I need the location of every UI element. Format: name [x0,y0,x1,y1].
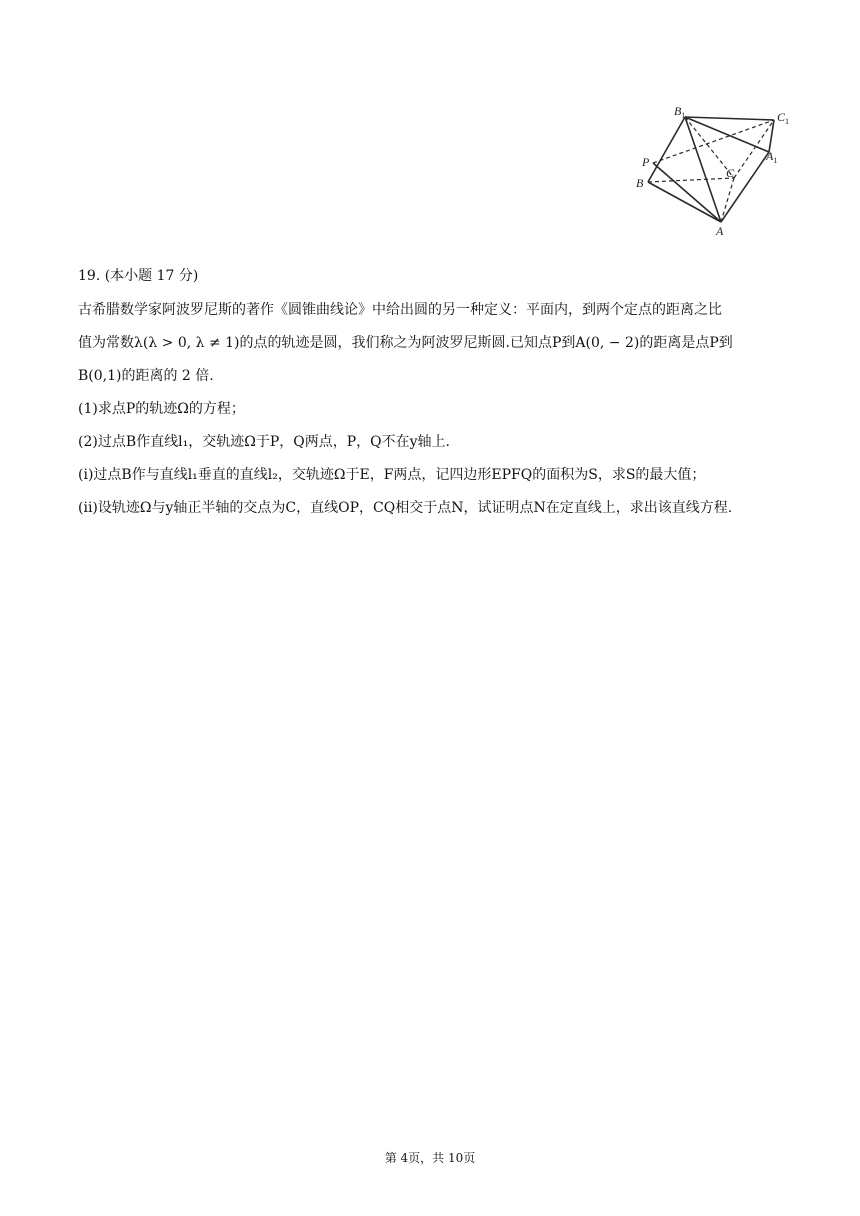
edge-b1-c1 [685,117,774,120]
label-a1: $A_1$ [766,149,778,165]
problem-intro-line-1: 古希腊数学家阿波罗尼斯的著作《圆锥曲线论》中给出圆的另一种定义：平面内，到两个定点的距离之比 [78,302,722,318]
prism-figure [628,100,808,238]
label-c1: $C_1$ [777,110,790,126]
edge-c-a [721,178,734,222]
page-footer: 第 4页，共 10页 [384,1151,476,1165]
problem-header: 19. (本小题 17 分) [78,268,199,284]
problem-intro-line-3: B(0,1)的距离的 2 倍. [78,368,214,384]
question-2: (2)过点B作直线l₁，交轨迹Ω于P，Q两点，P，Q不在y轴上. [78,434,450,450]
label-b1: $B_1$ [674,104,686,120]
prism-diagram [628,100,808,238]
edge-b1-a1 [685,117,769,152]
label-b: B [636,176,644,190]
edge-a-a1 [721,152,769,222]
edge-b-c [648,178,734,182]
question-1: (1)求点P的轨迹Ω的方程； [78,401,245,417]
question-2-ii: (ii)设轨迹Ω与y轴正半轴的交点为C，直线OP，CQ相交于点N，试证明点N在定直线上，求出该直线方程. [78,500,733,516]
edge-c1-a1 [769,120,774,152]
edge-b1-b [648,117,685,182]
problem-intro-line-2: 值为常数λ(λ > 0, λ ≠ 1)的点的轨迹是圆，我们称之为阿波罗尼斯圆.已知点P到A(0, − 2)的距离是点P到 [78,335,733,351]
question-2-i: (i)过点B作与直线l₁垂直的直线l₂，交轨迹Ω于E，F两点，记四边形EPFQ的面积为S，求S的最大值； [78,467,706,483]
label-p: P [642,155,650,169]
label-a: A [716,224,724,238]
label-c: C [726,166,735,180]
